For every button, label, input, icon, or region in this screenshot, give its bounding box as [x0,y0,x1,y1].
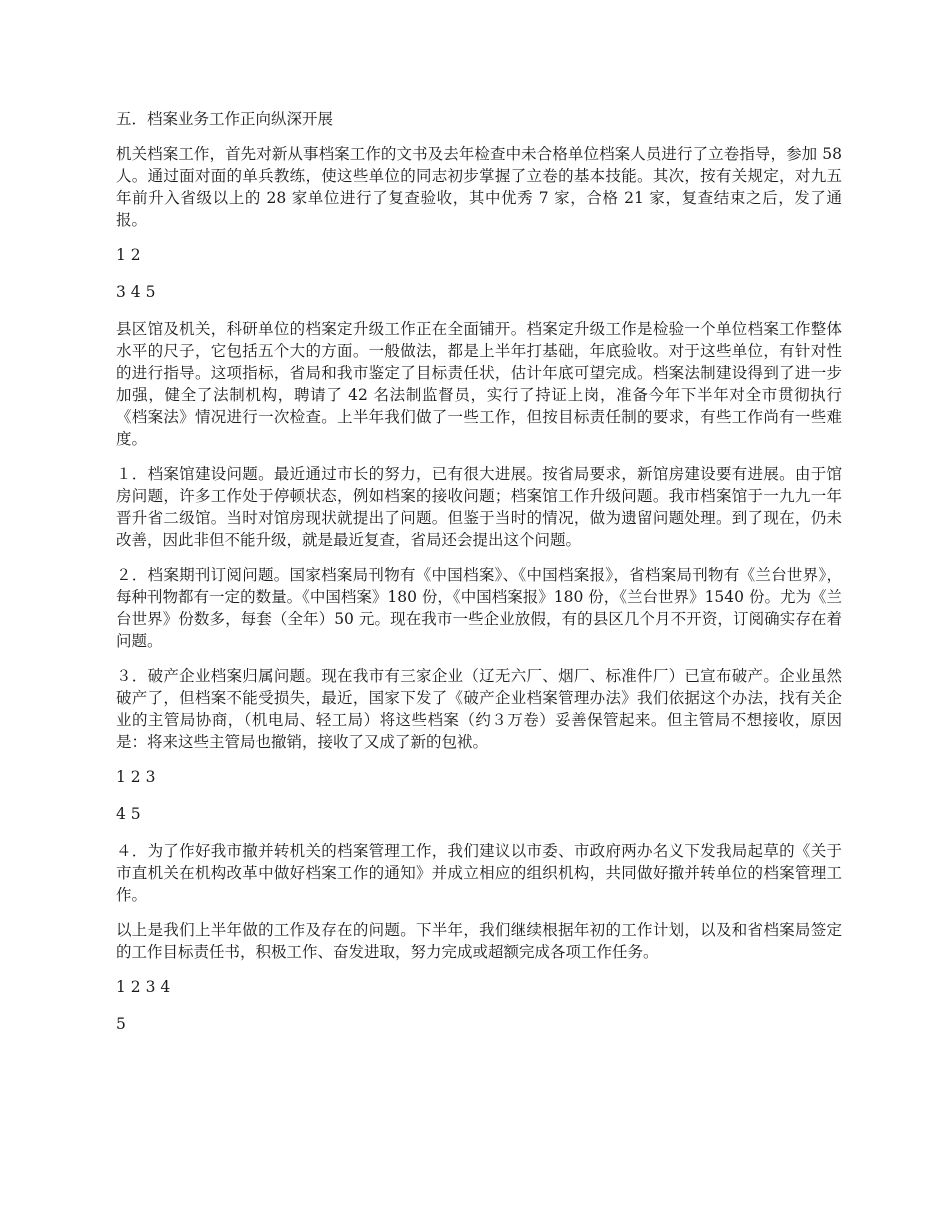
number-marker: 3 4 5 [116,283,156,301]
paragraph-periodical-subscription: ２．档案期刊订阅问题。国家档案局刊物有《中国档案》、《中国档案报》，省档案局刊物有《兰台世界》，每种刊物都有一定的数量。《中国档案》180 份，《中国档案报》180 份，《兰台世界》1540 份。尤为《兰台世界》份数多，每套（全年）50 元。现在我市一些企业放假，有的县区几个月不开资，订阅确实存在着问题。 [116,566,842,650]
number-marker: 1 2 3 [116,768,156,786]
paragraph-merged-agencies: ４．为了作好我市撤并转机关的档案管理工作，我们建议以市委、市政府两办名义下发我局起草的《关于市直机关在机构改革中做好档案工作的通知》并成立相应的组织机构，共同做好撤并转单位的档案管理工作。 [116,842,842,904]
paragraph-bankrupt-enterprise: ３．破产企业档案归属问题。现在我市有三家企业（辽无六厂、烟厂、标准件厂）已宣布破产。企业虽然破产了，但档案不能受损失，最近，国家下发了《破产企业档案管理办法》我们依据这个办法，找有关企业的主管局协商，（机电局、轻工局）将这些档案（约３万卷）妥善保管起来。但主管局不想接收，原因是：将来这些主管局也撤销，接收了又成了新的包袱。 [116,667,842,751]
paragraph-archive-building: １．档案馆建设问题。最近通过市长的努力，已有很大进展。按省局要求，新馆房建设要有进展。由于馆房问题，许多工作处于停顿状态，例如档案的接收问题；档案馆工作升级问题。我市档案馆于一九九一年晋升省二级馆。当时对馆房现状就提出了问题。但鉴于当时的情况，做为遗留问题处理。到了现在，仍未改善，因此非但不能升级，就是最近复查，省局还会提出这个问题。 [116,465,842,549]
paragraph-upgrade-work: 县区馆及机关，科研单位的档案定升级工作正在全面铺开。档案定升级工作是检验一个单位档案工作整体水平的尺子，它包括五个大的方面。一般做法，都是上半年打基础，年底验收。对于这些单位，有针对性的进行指导。这项指标，省局和我市鉴定了目标责任状，估计年底可望完成。档案法制建设得到了进一步加强，健全了法制机构，聘请了 42 名法制监督员，实行了持证上岗，准备今年下半年对全市贯彻执行《档案法》情况进行一次检查。上半年我们做了一些工作，但按目标责任制的要求，有些工作尚有一些难度。 [116,320,842,448]
document-page [116,108,842,1050]
number-marker: 4 5 [116,805,141,823]
paragraph-agency-archives: 机关档案工作，首先对新从事档案工作的文书及去年检查中未合格单位档案人员进行了立卷指导，参加 58 人。通过面对面的单兵教练，使这些单位的同志初步掌握了立卷的基本技能。其次，按有关规定，对九五年前升入省级以上的 28 家单位进行了复查验收，其中优秀 7 家，合格 21 家，复查结束之后，发了通报。 [116,145,842,229]
number-marker: 1 2 3 4 [116,978,171,996]
section-heading: 五．档案业务工作正向纵深开展 [116,110,334,128]
paragraph-conclusion: 以上是我们上半年做的工作及存在的问题。下半年，我们继续根据年初的工作计划，以及和省档案局签定的工作目标责任书，积极工作、奋发进取，努力完成或超额完成各项工作任务。 [116,921,842,961]
number-marker: 5 [116,1015,126,1033]
number-marker: 1 2 [116,246,141,264]
